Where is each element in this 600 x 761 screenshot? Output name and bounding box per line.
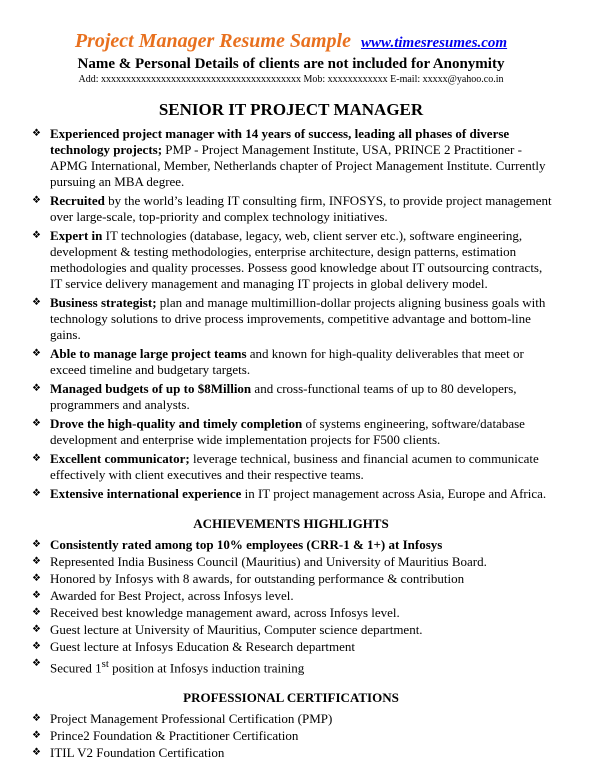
diamond-bullet-icon: ❖: [32, 418, 41, 429]
list-item: ❖ Honored by Infosys with 8 awards, for outstanding performance & contribution: [32, 571, 465, 586]
diamond-bullet-icon: ❖: [32, 383, 41, 394]
list-item: ❖ Extensive international experience in IT project management across Asia, Europe and Africa.: [32, 486, 547, 501]
certifications-list: [30, 711, 552, 761]
list-item: ❖ Represented India Business Council (Mauritius) and University of Mauritius Board.: [32, 554, 487, 569]
website-link[interactable]: www.timesresumes.com: [360, 35, 508, 51]
diamond-bullet-icon: ❖: [32, 488, 41, 499]
resume-page: [0, 30, 600, 760]
diamond-bullet-icon: ❖: [32, 453, 41, 464]
list-item: ❖ Excellent communicator; leverage technical, business and financial acumen to communicate effectively with client executives and their respective teams.: [32, 451, 539, 482]
list-item: ❖ Expert in IT technologies (database, legacy, web, client server etc.), software engineering, development & testing methodologies, enterprise architecture, design patterns, estimation methodologies and quality processes. Possess good knowledge about IT outsourcing contracts, IT service delivery management and managing IT projects in global delivery model.: [32, 228, 543, 291]
list-item: ❖ Drove the high-quality and timely completion of systems engineering, software/database development and enterprise wide implementation projects for F500 clients.: [32, 416, 525, 447]
diamond-bullet-icon: ❖: [32, 747, 41, 759]
list-item: ❖ Recruited by the world’s leading IT consulting firm, INFOSYS, to provide project management over large-scale, top-priority and complex technology initiatives.: [32, 193, 552, 224]
header-line: [30, 30, 552, 54]
diamond-bullet-icon: ❖: [32, 348, 41, 359]
mobile-label: Mob:: [303, 74, 326, 85]
diamond-bullet-icon: ❖: [32, 573, 41, 584]
summary-heading: SENIOR IT PROJECT MANAGER: [158, 100, 424, 119]
mobile-value: xxxxxxxxxxxx: [327, 74, 388, 85]
list-item: ❖ Secured 1st position at Infosys induction training: [32, 658, 305, 676]
diamond-bullet-icon: ❖: [32, 297, 41, 308]
email-label: E-mail:: [390, 74, 421, 85]
list-item: ❖ Received best knowledge management award, across Infosys level.: [32, 605, 400, 620]
list-item: ❖ Able to manage large project teams and known for high-quality deliverables that meet or exceed timeline and budgetary targets.: [32, 346, 524, 377]
address-label: Add:: [78, 74, 99, 85]
list-item: ❖ Experienced project manager with 14 years of success, leading all phases of diverse technology projects; PMP - Project Management Institute, USA, PRINCE 2 Practitioner - APMG International, Member, Netherlands chapter of Project Management Institute. Currently pursuing an MBA degree.: [32, 126, 546, 189]
list-item: ❖ Business strategist; plan and manage multimillion-dollar projects aligning business goals with technology solutions to drive process improvements, competitive advantage and bottom-line gains.: [32, 295, 546, 342]
list-item: ❖ Guest lecture at University of Mauritius, Computer science department.: [32, 622, 423, 637]
list-item: ❖ Awarded for Best Project, across Infosys level.: [32, 588, 294, 603]
diamond-bullet-icon: ❖: [32, 641, 41, 652]
list-item: ❖ Guest lecture at Infosys Education & Research department: [32, 639, 356, 654]
diamond-bullet-icon: ❖: [32, 195, 41, 206]
list-item: ❖ Consistently rated among top 10% employees (CRR-1 & 1+) at Infosys: [32, 537, 443, 552]
list-item: ❖ ITIL V2 Foundation Certification: [32, 745, 225, 761]
list-item: ❖ Project Management Professional Certification (PMP): [32, 711, 333, 727]
list-item: ❖ Prince2 Foundation & Practitioner Certification: [32, 728, 299, 744]
document-title: Project Manager Resume Sample: [74, 30, 351, 52]
summary-list: [30, 126, 552, 502]
email-value: xxxxx@yahoo.co.in: [422, 74, 504, 85]
diamond-bullet-icon: ❖: [32, 624, 41, 635]
contact-details: [30, 74, 552, 86]
diamond-bullet-icon: ❖: [32, 128, 41, 139]
diamond-bullet-icon: ❖: [32, 713, 41, 725]
diamond-bullet-icon: ❖: [32, 539, 41, 550]
diamond-bullet-icon: ❖: [32, 230, 41, 241]
diamond-bullet-icon: ❖: [32, 730, 41, 742]
diamond-bullet-icon: ❖: [32, 556, 41, 567]
list-item: ❖ Managed budgets of up to $8Million and cross-functional teams of up to 80 developers, programmers and analysts.: [32, 381, 517, 412]
address-value: xxxxxxxxxxxxxxxxxxxxxxxxxxxxxxxxxxxxxxxx: [100, 74, 301, 85]
achievements-list: [30, 537, 552, 676]
achievements-heading: ACHIEVEMENTS HIGHLIGHTS: [193, 516, 389, 531]
anonymity-subtitle: Name & Personal Details of clients are not included for Anonymity: [77, 56, 505, 72]
certifications-heading: PROFESSIONAL CERTIFICATIONS: [183, 690, 399, 706]
diamond-bullet-icon: ❖: [32, 658, 41, 669]
diamond-bullet-icon: ❖: [32, 607, 41, 618]
diamond-bullet-icon: ❖: [32, 590, 41, 601]
